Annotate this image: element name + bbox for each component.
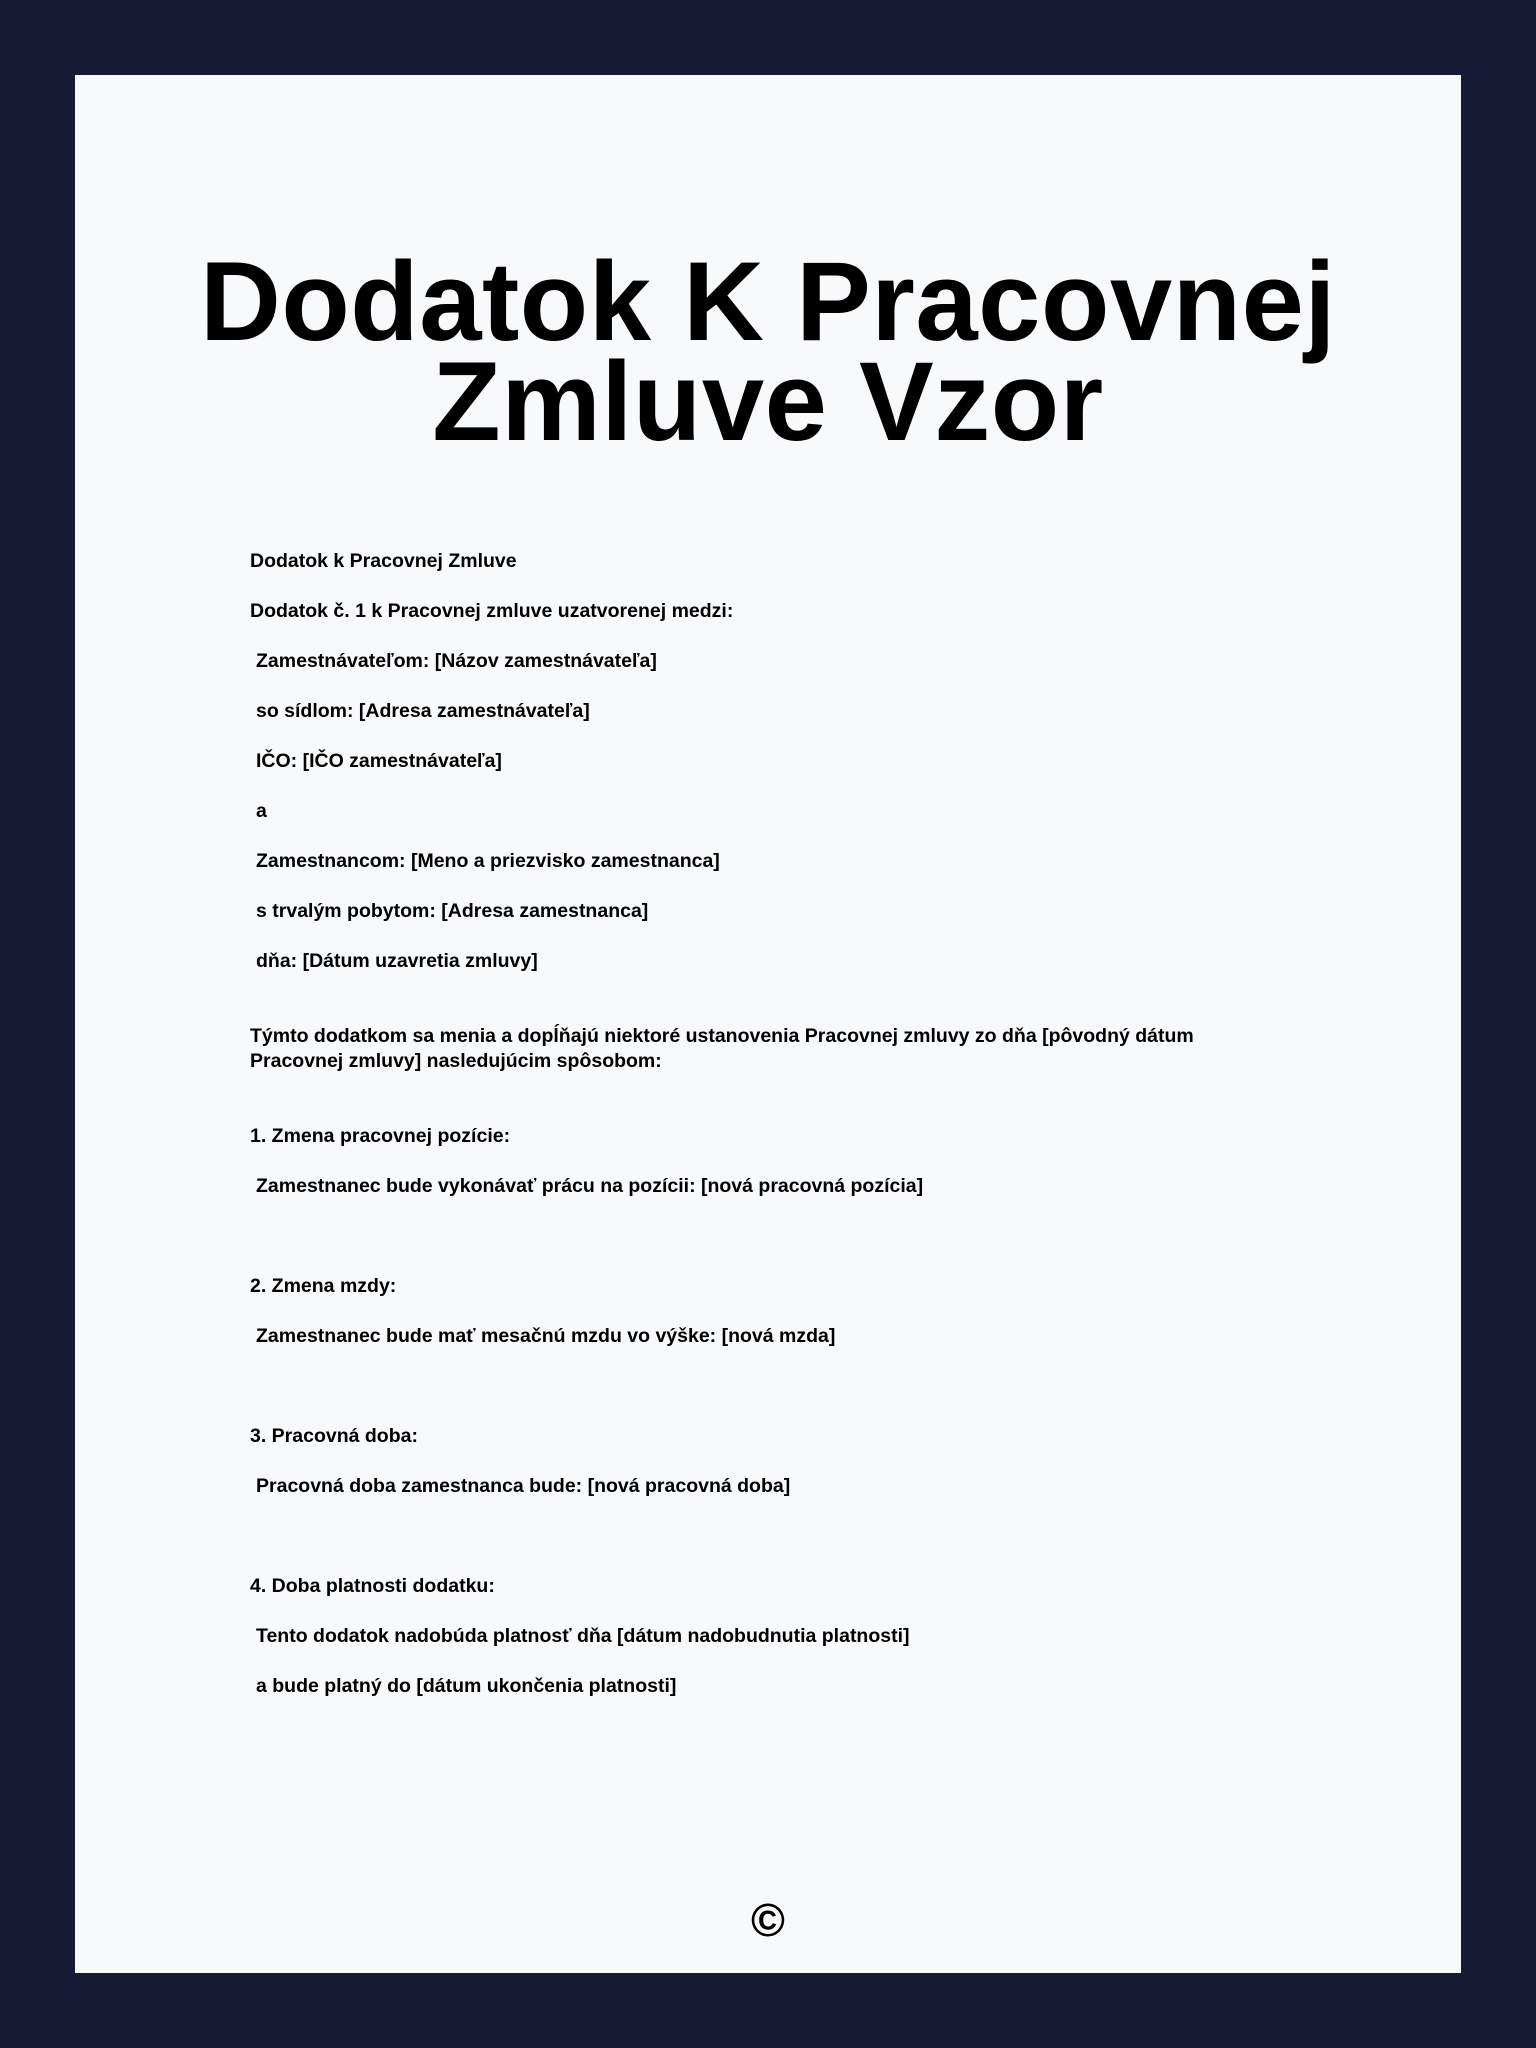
document-page bbox=[75, 75, 1461, 1973]
section-heading: 1. Zmena pracovnej pozície: bbox=[250, 1125, 511, 1147]
date-line: dňa: [Dátum uzavretia zmluvy] bbox=[256, 950, 538, 972]
section-line: Zamestnanec bude mať mesačnú mzdu vo výške: [nová mzda] bbox=[256, 1325, 836, 1347]
section-line: Tento dodatok nadobúda platnosť dňa [dátum nadobudnutia platnosti] bbox=[256, 1625, 910, 1647]
ico-line: IČO: [IČO zamestnávateľa] bbox=[256, 750, 502, 772]
intro-line: Dodatok č. 1 k Pracovnej zmluve uzatvorenej medzi: bbox=[250, 600, 734, 622]
page-title: Dodatok K Pracovnej Zmluve Vzor bbox=[199, 239, 1336, 464]
section-heading: 2. Zmena mzdy: bbox=[250, 1275, 397, 1297]
section-line: a bude platný do [dátum ukončenia platnosti] bbox=[256, 1675, 677, 1697]
section-line: Zamestnanec bude vykonávať prácu na pozícii: [nová pracovná pozícia] bbox=[256, 1175, 924, 1197]
section-heading: 4. Doba platnosti dodatku: bbox=[250, 1575, 495, 1597]
copyright-icon: © bbox=[751, 1894, 785, 1946]
section-line: Pracovná doba zamestnanca bude: [nová pracovná doba] bbox=[256, 1475, 791, 1497]
employee-line: Zamestnancom: [Meno a priezvisko zamestnanca] bbox=[256, 850, 720, 872]
document-heading: Dodatok k Pracovnej Zmluve bbox=[250, 550, 517, 572]
preamble-paragraph: Týmto dodatkom sa menia a dopĺňajú niektoré ustanovenia Pracovnej zmluvy zo dňa [pôvodný dátum Pracovnej zmluvy] nasledujúcim spôsobom: bbox=[250, 1025, 1194, 1072]
residence-line: s trvalým pobytom: [Adresa zamestnanca] bbox=[256, 900, 649, 922]
seat-line: so sídlom: [Adresa zamestnávateľa] bbox=[256, 700, 590, 722]
employer-line: Zamestnávateľom: [Názov zamestnávateľa] bbox=[256, 650, 657, 672]
and-line: a bbox=[256, 800, 267, 822]
section-heading: 3. Pracovná doba: bbox=[250, 1425, 418, 1447]
